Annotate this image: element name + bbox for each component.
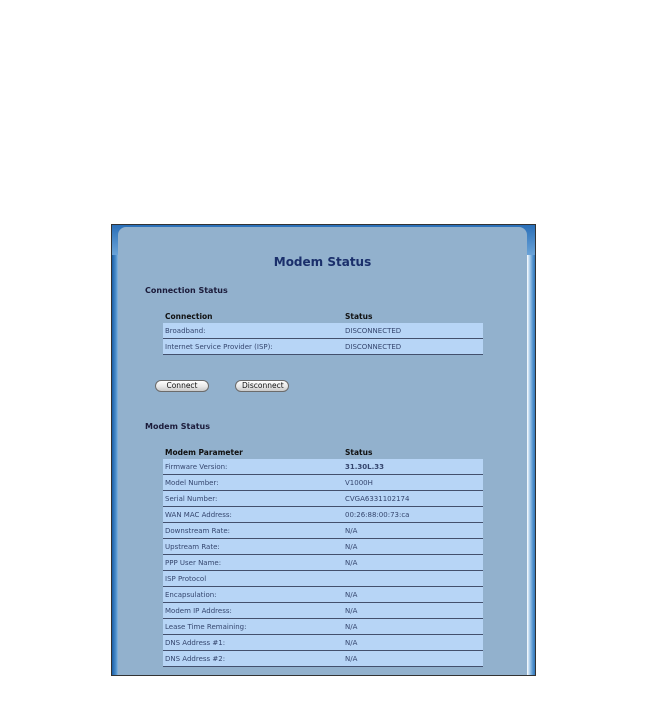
- table-header-row: [163, 445, 483, 459]
- modem-status-table: [163, 445, 483, 667]
- status-value: DISCONNECTED: [343, 339, 483, 355]
- row-label: Broadband:: [163, 323, 343, 339]
- row-value: N/A: [343, 555, 483, 571]
- table-row-isp: [163, 339, 483, 355]
- row-value: 00:26:88:00:73:ca: [343, 507, 483, 523]
- row-label: Firmware Version:: [163, 459, 343, 475]
- status-value: DISCONNECTED: [343, 323, 483, 339]
- row-value: N/A: [343, 603, 483, 619]
- row-value: N/A: [343, 619, 483, 635]
- table-row: [163, 507, 483, 523]
- column-header-status: Status: [345, 311, 373, 321]
- row-label: Upstream Rate:: [163, 539, 343, 555]
- connection-status-table: [163, 309, 483, 355]
- table-row: [163, 571, 483, 587]
- row-label: PPP User Name:: [163, 555, 343, 571]
- table-row: [163, 587, 483, 603]
- table-row: [163, 635, 483, 651]
- table-row: [163, 523, 483, 539]
- table-row: [163, 651, 483, 667]
- table-row-broadband: [163, 323, 483, 339]
- table-row: [163, 539, 483, 555]
- row-label: Lease Time Remaining:: [163, 619, 343, 635]
- connection-status-heading: Connection Status: [145, 286, 228, 295]
- row-label: Encapsulation:: [163, 587, 343, 603]
- modem-status-heading: Modem Status: [145, 422, 210, 431]
- row-value: N/A: [343, 539, 483, 555]
- table-row: [163, 603, 483, 619]
- page-title: Modem Status: [273, 255, 372, 269]
- row-value: V1000H: [343, 475, 483, 491]
- row-label: Serial Number:: [163, 491, 343, 507]
- browser-frame: [111, 224, 536, 676]
- content-panel: [118, 227, 527, 676]
- row-value: N/A: [343, 635, 483, 651]
- row-value: N/A: [343, 587, 483, 603]
- connect-button[interactable]: Connect: [155, 380, 209, 392]
- row-value: N/A: [343, 651, 483, 667]
- table-row: [163, 459, 483, 475]
- row-value: N/A: [343, 523, 483, 539]
- column-header-modem-parameter: Modem Parameter: [165, 447, 243, 457]
- row-label: ISP Protocol: [163, 571, 343, 587]
- disconnect-button[interactable]: Disconnect: [235, 380, 289, 392]
- row-label: Downstream Rate:: [163, 523, 343, 539]
- row-value: CVGA6331102174: [343, 491, 483, 507]
- column-header-connection: Connection: [165, 311, 213, 321]
- row-label: DNS Address #2:: [163, 651, 343, 667]
- row-value: [343, 571, 483, 587]
- table-row: [163, 475, 483, 491]
- table-header-row: [163, 309, 483, 323]
- row-label: WAN MAC Address:: [163, 507, 343, 523]
- table-row: [163, 619, 483, 635]
- row-label: DNS Address #1:: [163, 635, 343, 651]
- table-row: [163, 555, 483, 571]
- table-row: [163, 491, 483, 507]
- column-header-status: Status: [345, 447, 373, 457]
- row-label: Internet Service Provider (ISP):: [163, 339, 343, 355]
- firmware-version-value: 31.30L.33: [343, 459, 483, 475]
- row-label: Model Number:: [163, 475, 343, 491]
- row-label: Modem IP Address:: [163, 603, 343, 619]
